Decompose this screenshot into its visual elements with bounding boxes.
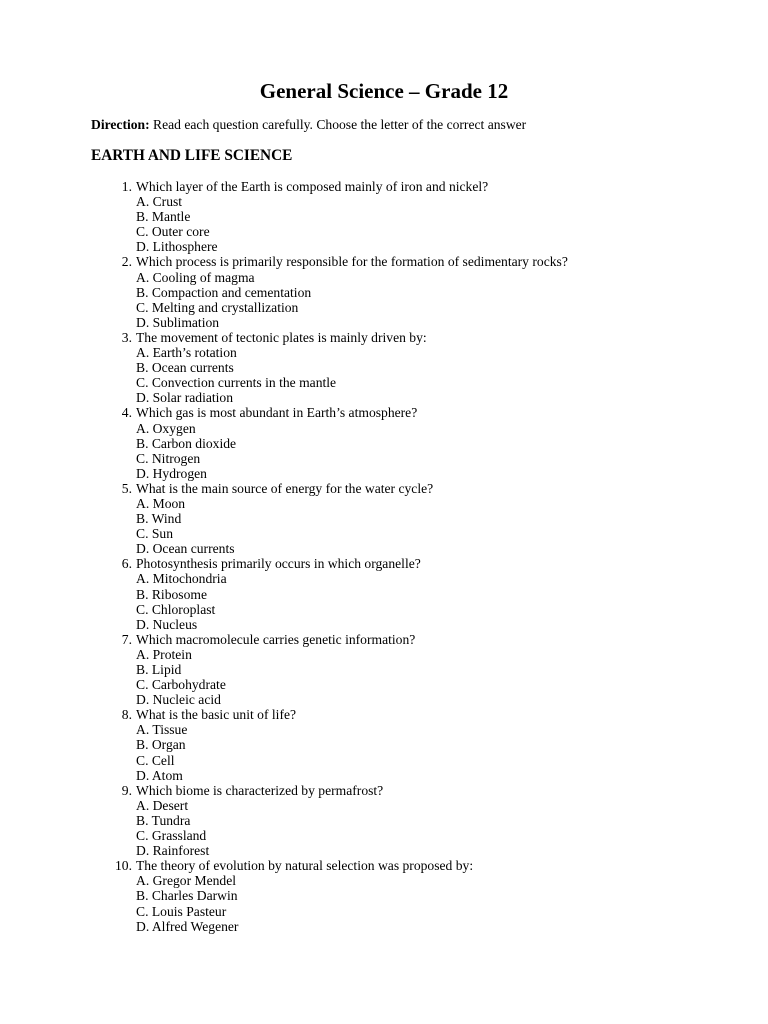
question-item	[0, 179, 768, 254]
answer-option-text: D. Atom	[136, 767, 183, 783]
question-row	[0, 405, 768, 420]
answer-option	[0, 194, 768, 209]
answer-option	[0, 677, 768, 692]
answer-option-text: D. Ocean currents	[136, 541, 235, 557]
answer-option-text: A. Cooling of magma	[136, 269, 255, 285]
question-text: Which macromolecule carries genetic information?	[136, 631, 416, 647]
question-number: 4.	[121, 405, 132, 421]
answer-option-text: C. Louis Pasteur	[136, 903, 227, 919]
answer-option	[0, 722, 768, 737]
question-number: 6.	[121, 556, 132, 572]
question-text: The movement of tectonic plates is mainly driven by:	[136, 329, 427, 345]
answer-option	[0, 768, 768, 783]
answer-option-text: A. Moon	[136, 495, 186, 511]
question-number: 10.	[115, 858, 132, 874]
answer-option	[0, 662, 768, 677]
question-text: What is the basic unit of life?	[136, 707, 297, 723]
answer-option-text: B. Ocean currents	[136, 360, 234, 376]
answer-option	[0, 587, 768, 602]
answer-option-text: B. Compaction and cementation	[136, 284, 312, 300]
answer-option-text: A. Crust	[136, 194, 183, 210]
answer-option	[0, 571, 768, 586]
question-item	[0, 858, 768, 933]
answer-option	[0, 224, 768, 239]
answer-option	[0, 828, 768, 843]
question-text: Which process is primarily responsible for the formation of sedimentary rocks?	[136, 254, 568, 270]
answer-option	[0, 375, 768, 390]
question-row	[0, 858, 768, 873]
question-text: The theory of evolution by natural selection was proposed by:	[136, 858, 474, 874]
answer-option-text: D. Alfred Wegener	[136, 918, 239, 934]
question-text: Photosynthesis primarily occurs in which organelle?	[136, 556, 421, 572]
answer-option-text: D. Lithosphere	[136, 239, 218, 255]
answer-option	[0, 798, 768, 813]
question-number: 1.	[121, 179, 132, 194]
question-item	[0, 632, 768, 707]
question-item	[0, 405, 768, 480]
answer-option	[0, 919, 768, 934]
question-row	[0, 556, 768, 571]
answer-option-text: B. Charles Darwin	[136, 888, 238, 904]
question-item	[0, 481, 768, 556]
answer-option	[0, 602, 768, 617]
question-number: 3.	[121, 329, 132, 345]
answer-option	[0, 813, 768, 828]
answer-option	[0, 647, 768, 662]
answer-option-text: C. Outer core	[136, 224, 210, 240]
answer-option-text: C. Grassland	[136, 828, 207, 844]
answer-option	[0, 873, 768, 888]
question-number: 7.	[121, 631, 132, 647]
answer-option	[0, 285, 768, 300]
answer-option	[0, 511, 768, 526]
question-item	[0, 254, 768, 329]
answer-option-text: B. Ribosome	[136, 586, 207, 602]
answer-option-text: D. Solar radiation	[136, 390, 234, 406]
answer-option	[0, 345, 768, 360]
answer-option	[0, 617, 768, 632]
answer-option	[0, 888, 768, 903]
direction-label: Direction:	[91, 117, 150, 132]
answer-option	[0, 451, 768, 466]
answer-option-text: D. Hydrogen	[136, 465, 207, 481]
answer-option	[0, 315, 768, 330]
answer-option-text: C. Convection currents in the mantle	[136, 375, 337, 391]
answer-option-text: C. Melting and crystallization	[136, 299, 299, 315]
question-item	[0, 330, 768, 405]
answer-option-text: A. Gregor Mendel	[136, 873, 237, 889]
answer-option	[0, 421, 768, 436]
answer-option-text: D. Nucleic acid	[136, 692, 221, 708]
answer-option	[0, 496, 768, 511]
answer-option	[0, 239, 768, 254]
question-number: 2.	[121, 254, 132, 270]
answer-option-text: B. Mantle	[136, 209, 191, 225]
answer-option	[0, 436, 768, 451]
answer-option-text: C. Carbohydrate	[136, 677, 226, 693]
answer-option-text: B. Wind	[136, 511, 182, 527]
direction-text: Read each question carefully. Choose the letter of the correct answer	[149, 117, 527, 132]
answer-option	[0, 904, 768, 919]
question-item	[0, 783, 768, 858]
answer-option-text: B. Organ	[136, 737, 186, 753]
question-text: Which biome is characterized by permafrost?	[136, 782, 384, 798]
answer-option-text: C. Cell	[136, 752, 175, 768]
answer-option	[0, 300, 768, 315]
answer-option-text: A. Mitochondria	[136, 571, 227, 587]
answer-option-text: C. Sun	[136, 526, 174, 542]
answer-option-text: B. Lipid	[136, 662, 182, 677]
question-row	[0, 179, 768, 194]
answer-option-text: C. Chloroplast	[136, 601, 216, 617]
question-text: Which layer of the Earth is composed mainly of iron and nickel?	[136, 179, 489, 194]
question-text: Which gas is most abundant in Earth’s atmosphere?	[136, 405, 418, 421]
answer-option-text: B. Carbon dioxide	[136, 435, 237, 451]
answer-option-text: C. Nitrogen	[136, 450, 201, 466]
question-number: 9.	[121, 782, 132, 798]
answer-option-text: D. Rainforest	[136, 843, 210, 859]
answer-option	[0, 466, 768, 481]
question-row	[0, 632, 768, 647]
question-row	[0, 254, 768, 269]
answer-option-text: A. Desert	[136, 797, 189, 813]
question-row	[0, 481, 768, 496]
question-item	[0, 556, 768, 631]
question-number: 8.	[121, 707, 132, 723]
answer-option	[0, 209, 768, 224]
answer-option-text: D. Sublimation	[136, 314, 220, 330]
answer-option	[0, 390, 768, 405]
page-title: General Science – Grade 12	[259, 79, 509, 103]
answer-option	[0, 541, 768, 556]
direction-line	[91, 116, 526, 133]
answer-option-text: A. Tissue	[136, 722, 188, 738]
answer-option-text: A. Earth’s rotation	[136, 345, 237, 361]
section-heading: EARTH AND LIFE SCIENCE	[91, 147, 293, 164]
answer-option-text: B. Tundra	[136, 812, 191, 828]
question-row	[0, 707, 768, 722]
answer-option	[0, 526, 768, 541]
answer-option	[0, 692, 768, 707]
answer-option	[0, 270, 768, 285]
question-row	[0, 330, 768, 345]
question-list	[0, 179, 768, 934]
question-row	[0, 783, 768, 798]
answer-option	[0, 753, 768, 768]
question-number: 5.	[121, 480, 132, 496]
answer-option	[0, 843, 768, 858]
answer-option-text: D. Nucleus	[136, 616, 198, 632]
answer-option	[0, 360, 768, 375]
answer-option	[0, 737, 768, 752]
answer-option-text: A. Protein	[136, 646, 192, 662]
question-text: What is the main source of energy for the water cycle?	[136, 480, 434, 496]
answer-option-text: A. Oxygen	[136, 420, 196, 436]
question-item	[0, 707, 768, 782]
